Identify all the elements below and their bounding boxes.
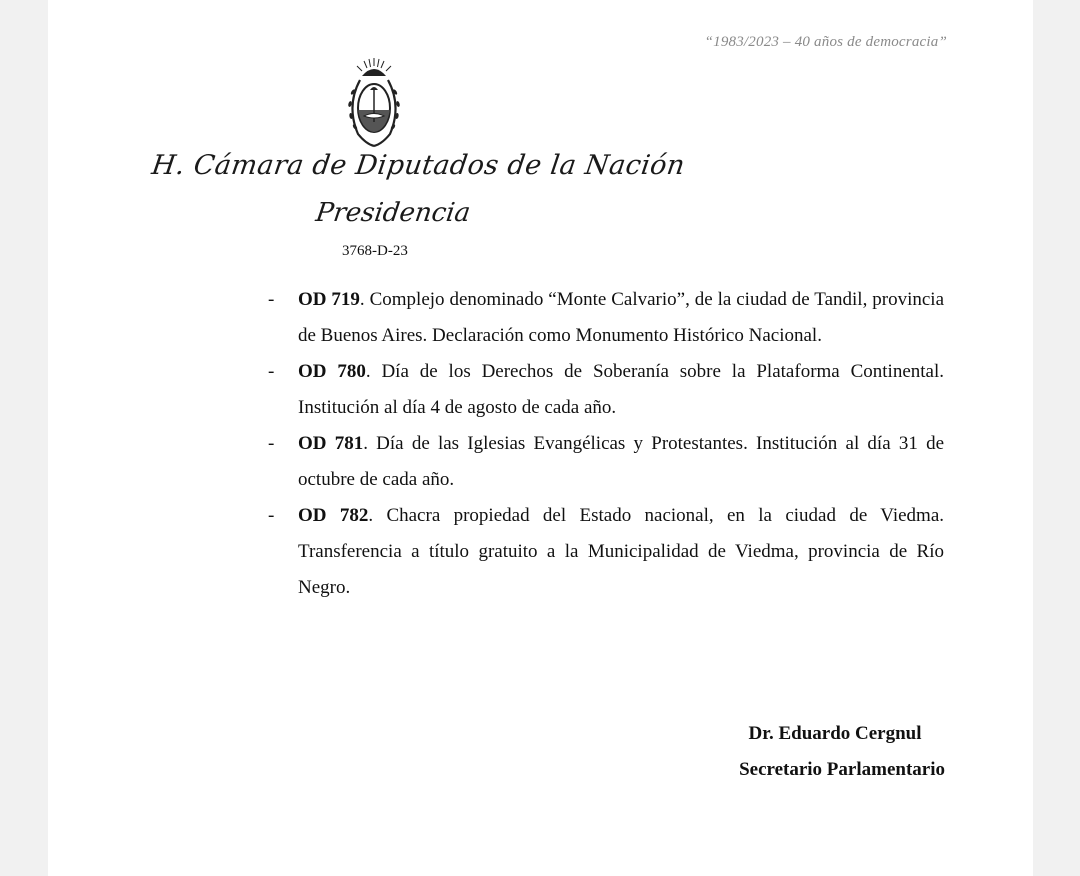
order-code: OD 781	[298, 433, 364, 454]
list-item	[266, 426, 944, 498]
agenda-list	[266, 282, 944, 606]
item-text: . Complejo denominado “Monte Calvario”, de la ciudad de Tandil, provincia de Buenos Aires. Declaración como Monumento Histórico Nacional.	[298, 289, 944, 346]
chamber-title: H. Cámara de Diputados de la Nación	[149, 150, 687, 181]
list-bullet: -	[268, 433, 275, 454]
list-bullet: -	[268, 289, 275, 310]
coat-of-arms-icon	[342, 56, 406, 152]
list-item	[266, 354, 944, 426]
order-code: OD 719	[298, 289, 360, 310]
motto-header: “1983/2023 – 40 años de democracia”	[704, 34, 947, 50]
signature-block	[739, 716, 945, 788]
document-page	[48, 0, 1033, 876]
signatory-role: Secretario Parlamentario	[739, 759, 945, 780]
item-text: . Día de los Derechos de Soberanía sobre la Plataforma Continental. Institución al día 4 de agosto de cada año.	[298, 361, 944, 418]
order-code: OD 782	[298, 505, 369, 526]
list-bullet: -	[268, 505, 275, 526]
item-text: . Día de las Iglesias Evangélicas y Protestantes. Institución al día 31 de octubre de cada año.	[298, 433, 945, 490]
file-number: 3768-D-23	[342, 243, 408, 259]
item-text: . Chacra propiedad del Estado nacional, en la ciudad de Viedma. Transferencia a título gratuito a la Municipalidad de Viedma, provincia de Río Negro.	[298, 505, 945, 598]
office-title: Presidencia	[313, 198, 473, 228]
order-code: OD 780	[298, 361, 366, 382]
signatory-name: Dr. Eduardo Cergnul	[748, 723, 922, 744]
list-bullet: -	[268, 361, 275, 382]
list-item	[266, 282, 944, 354]
list-item	[266, 498, 944, 606]
